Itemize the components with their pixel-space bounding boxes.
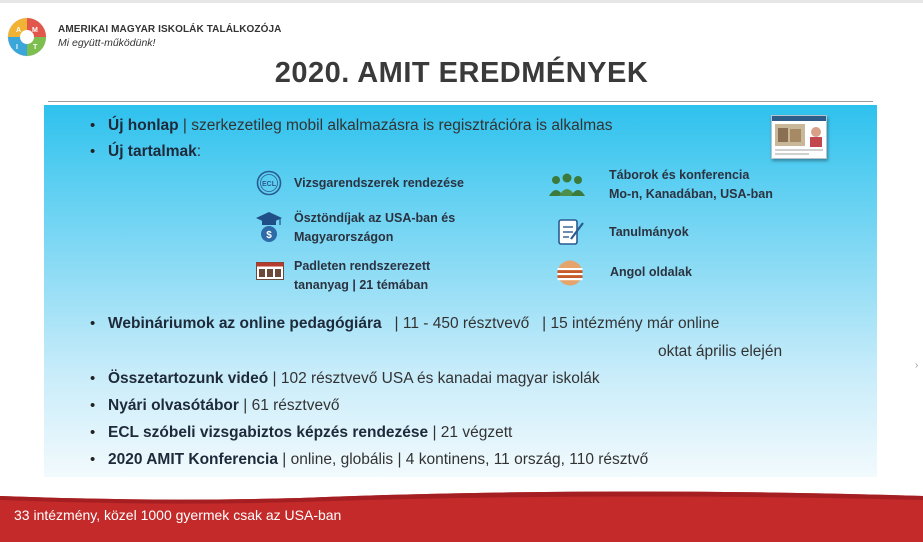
logo-letter-i: I bbox=[16, 44, 18, 51]
content-item-padlet bbox=[294, 257, 430, 295]
bullet-detail: | 102 résztvevő USA és kanadai magyar iskolák bbox=[268, 370, 600, 387]
bullet-webinars-continuation bbox=[658, 343, 782, 361]
bullet-dot: • bbox=[90, 143, 96, 160]
bullet-detail: | 21 végzett bbox=[428, 424, 513, 441]
logo-letter-m: M bbox=[32, 27, 38, 34]
content-item-label-line2: Magyarországon bbox=[294, 230, 394, 244]
content-item-label-line1: Ösztöndíjak az USA-ban és bbox=[294, 211, 456, 225]
bullet-title: Webináriumok az online pedagógiára bbox=[108, 315, 382, 332]
org-name: AMERIKAI MAGYAR ISKOLÁK TALÁLKOZÓJA bbox=[58, 24, 282, 35]
content-item-label-line2: Mo-n, Kanadában, USA-ban bbox=[609, 187, 773, 201]
ecl-icon bbox=[256, 170, 282, 196]
padlet-icon bbox=[256, 262, 284, 280]
bullet-title: Új tartalmak bbox=[108, 143, 197, 160]
globe-icon bbox=[556, 259, 584, 287]
top-border bbox=[0, 0, 923, 3]
bullet-detail: | 61 résztvevő bbox=[238, 397, 340, 414]
title-divider bbox=[48, 101, 873, 102]
content-item-exam-systems bbox=[294, 174, 464, 193]
content-item-camps bbox=[609, 166, 773, 204]
content-item-label: Tanulmányok bbox=[609, 225, 689, 239]
bullet-webinars bbox=[90, 315, 720, 333]
bullet-dot: • bbox=[90, 117, 96, 134]
org-tagline: Mi együtt-működünk! bbox=[58, 37, 156, 49]
content-item-label-line1: Táborok és konferencia bbox=[609, 168, 750, 182]
bullet-new-website bbox=[90, 117, 613, 135]
bullet-conference bbox=[90, 451, 649, 469]
bullet-detail: | online, globális | 4 kontinens, 11 ország, 110 résztvő bbox=[277, 451, 649, 468]
content-item-label: Vizsgarendszerek rendezése bbox=[294, 176, 465, 190]
scholarship-icon bbox=[255, 210, 283, 244]
bullet-title: ECL szóbeli vizsgabiztos képzés rendezése bbox=[108, 424, 429, 441]
content-item-label: Angol oldalak bbox=[610, 265, 692, 279]
bullet-video bbox=[90, 370, 600, 388]
bullet-detail: | 11 - 450 résztvevő | 15 intézmény már online bbox=[381, 315, 720, 332]
logo-letter-a: A bbox=[16, 27, 22, 34]
svg-text:ECL: ECL bbox=[262, 181, 276, 188]
bullet-title: Összetartozunk videó bbox=[108, 370, 269, 387]
bullet-detail: | szerkezetileg mobil alkalmazásra is regisztrációra is alkalmas bbox=[178, 117, 613, 134]
document-icon bbox=[556, 217, 586, 247]
bullet-title: Nyári olvasótábor bbox=[108, 397, 239, 414]
amit-logo-icon bbox=[7, 17, 47, 57]
bullet-dot: • bbox=[90, 397, 96, 414]
next-slide-arrow-icon[interactable]: › bbox=[915, 360, 919, 371]
bullet-summer-camp bbox=[90, 397, 340, 415]
content-item-studies bbox=[609, 223, 689, 242]
bullet-ecl-training bbox=[90, 424, 513, 442]
logo-letter-t: T bbox=[33, 44, 38, 51]
content-item-english-pages bbox=[610, 263, 692, 282]
bullet-dot: • bbox=[90, 451, 96, 468]
bullet-dot: • bbox=[90, 424, 96, 441]
svg-text:$: $ bbox=[266, 230, 272, 241]
slide-title: 2020. AMIT EREDMÉNYEK bbox=[274, 57, 649, 89]
bullet-title: 2020 AMIT Konferencia bbox=[108, 451, 278, 468]
content-item-scholarships bbox=[294, 209, 455, 247]
people-icon bbox=[548, 172, 586, 198]
bullet-dot: • bbox=[90, 315, 96, 332]
bullet-detail-line2: oktat április elején bbox=[658, 343, 783, 360]
content-item-label-line2: tananyag | 21 témában bbox=[294, 278, 429, 292]
bullet-detail: : bbox=[196, 143, 202, 160]
content-item-label-line1: Padleten rendszerezett bbox=[294, 259, 431, 273]
bullet-new-content bbox=[90, 143, 202, 161]
website-screenshot-thumbnail bbox=[771, 115, 827, 159]
bullet-dot: • bbox=[90, 370, 96, 387]
bullet-title: Új honlap bbox=[108, 117, 179, 134]
footer-summary: 33 intézmény, közel 1000 gyermek csak az USA-ban bbox=[14, 507, 342, 523]
